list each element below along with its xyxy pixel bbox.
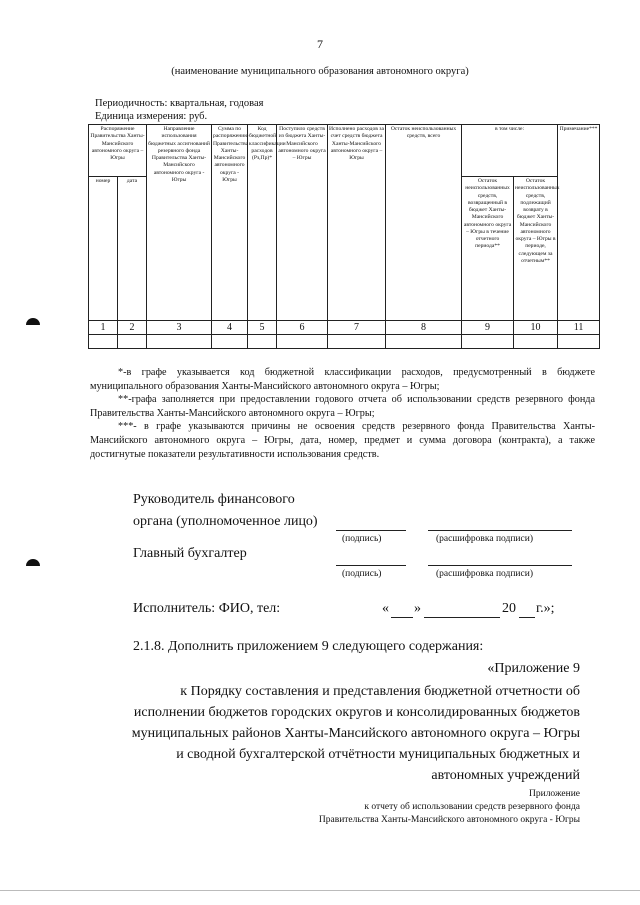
hole-punch-mark: [26, 559, 40, 566]
accountant-signature-label: (подпись): [342, 569, 382, 579]
col-number-cell: 5: [248, 321, 277, 335]
empty-cell: [147, 335, 212, 349]
reserve-fund-table: [88, 124, 600, 349]
appendix-body-line: исполнении бюджетов городских округов и консолидированных бюджетов: [133, 705, 580, 720]
accountant-signature-line: [336, 565, 406, 566]
date-day-line: [391, 617, 413, 618]
appendix-title: «Приложение 9: [487, 661, 580, 676]
col-number-cell: 10: [514, 321, 558, 335]
head-decode-label: (расшифровка подписи): [436, 534, 533, 544]
date-month-line: [424, 617, 500, 618]
footnote-2: **-графа заполняется при предоставлении годового отчета об использовании средств резервного фонда Правительства Ханты-Мансийского автономного округа – Югры;: [90, 394, 595, 419]
header-order: Распоряжение Правительства Ханты-Мансийского автономного округа – Югры: [89, 125, 147, 177]
hole-punch-mark: [26, 318, 40, 325]
head-title-line1: Руководитель финансового: [133, 492, 295, 507]
periodicity: Периодичность: квартальная, годовая: [95, 98, 264, 109]
unit-of-measure: Единица измерения: руб.: [95, 111, 208, 122]
empty-cell: [386, 335, 462, 349]
empty-cell: [462, 335, 514, 349]
appendix-body: [70, 681, 580, 786]
col-number-cell: 11: [558, 321, 600, 335]
head-signature-label: (подпись): [342, 534, 382, 544]
empty-cell: [558, 335, 600, 349]
col-number-cell: 1: [89, 321, 118, 335]
footnote-3: ***- в графе указываются причины не освоения средств резервного фонда Правительства Ханты-Мансийского автономного округа – Югры, дата, номер, предмет и сумма договора (контракта), а также достигнутые показатели результативности использования средств.: [90, 421, 595, 460]
footnotes: [90, 366, 595, 461]
header-remainder-returned: Остаток неиспользованных средств, возвращенный в бюджет Ханты-Мансийского автономного округа – Югры в течение отчетного периода**: [462, 177, 514, 321]
header-remainder-to-return: Остаток неиспользованных средств, подлежащий возврату в бюджет Ханты-Мансийского автономного округа – Югры в периоде, следующем за отчетным**: [514, 177, 558, 321]
header-direction: Направление использования бюджетных ассигнований резервного фонда Правительства Ханты-Мансийского автономного округа - Югры: [147, 125, 212, 321]
header-budget-code: Код бюджетной классификации расходов (Рз,Пр)*: [248, 125, 277, 321]
accountant-decode-label: (расшифровка подписи): [436, 569, 533, 579]
header-date: дата: [118, 177, 147, 321]
empty-cell: [118, 335, 147, 349]
empty-cell: [212, 335, 248, 349]
header-including: в том числе:: [462, 125, 558, 177]
head-decode-line: [428, 530, 572, 531]
header-sum: Сумма по распоряжению Правительства Ханты-Мансийского автономного округа - Югры: [212, 125, 248, 321]
date-close-quote: »: [414, 601, 421, 616]
appendix-body-line: муниципальных районов Ханты-Мансийского автономного округа – Югры: [131, 726, 580, 741]
header-spent: Исполнено расходов за счет средств бюджета Ханты-Мансийского автономного округа – Югры: [328, 125, 386, 321]
bottom-edge-line: [0, 890, 640, 891]
accountant-decode-line: [428, 565, 572, 566]
appendix-body-line: к Порядку составления и представления бюджетной отчетности об: [180, 684, 580, 699]
date-open-quote: «: [382, 601, 389, 616]
col-number-cell: 7: [328, 321, 386, 335]
empty-cell: [328, 335, 386, 349]
appendix-small-line: Приложение: [529, 789, 580, 799]
empty-cell: [277, 335, 328, 349]
header-note: Примечание***: [558, 125, 600, 321]
year-prefix: 20: [502, 601, 516, 616]
header-received: Поступило средств из бюджета Ханты-Мансийского автономного округа – Югры: [277, 125, 328, 321]
head-title-line2: органа (уполномоченное лицо): [133, 514, 318, 529]
col-number-cell: 2: [118, 321, 147, 335]
date-year-line: [519, 617, 535, 618]
head-signature-line: [336, 530, 406, 531]
appendix-small-line: Правительства Ханты-Мансийского автономного округа - Югры: [318, 815, 580, 825]
empty-cell: [248, 335, 277, 349]
header-remainder: Остаток неиспользованных средств, всего: [386, 125, 462, 321]
municipality-subheading: (наименование муниципального образования автономного округа): [171, 66, 469, 77]
chief-accountant-title: Главный бухгалтер: [133, 546, 247, 561]
appendix-body-line: и сводной бухгалтерской отчётности муниципальных бюджетных и: [176, 747, 580, 762]
executor-label: Исполнитель: ФИО, тел:: [133, 601, 281, 616]
empty-cell: [89, 335, 118, 349]
col-number-cell: 6: [277, 321, 328, 335]
appendix-small-line: к отчету об использовании средств резервного фонда: [364, 802, 580, 812]
appendix-small-block: [319, 788, 580, 827]
col-number-cell: 3: [147, 321, 212, 335]
empty-cell: [514, 335, 558, 349]
appendix-body-line: автономных учреждений: [431, 768, 580, 783]
col-number-cell: 8: [386, 321, 462, 335]
footnote-1: *-в графе указывается код бюджетной классификации расходов, предусмотренный в бюджете муниципального образования Ханты-Мансийского автономного округа – Югры;: [90, 367, 595, 392]
amendment-text: 2.1.8. Дополнить приложением 9 следующего содержания:: [133, 639, 484, 654]
col-number-cell: 9: [462, 321, 514, 335]
header-number: номер: [89, 177, 118, 321]
page-number: 7: [317, 37, 323, 51]
year-suffix: г.»;: [536, 601, 555, 616]
col-number-cell: 4: [212, 321, 248, 335]
